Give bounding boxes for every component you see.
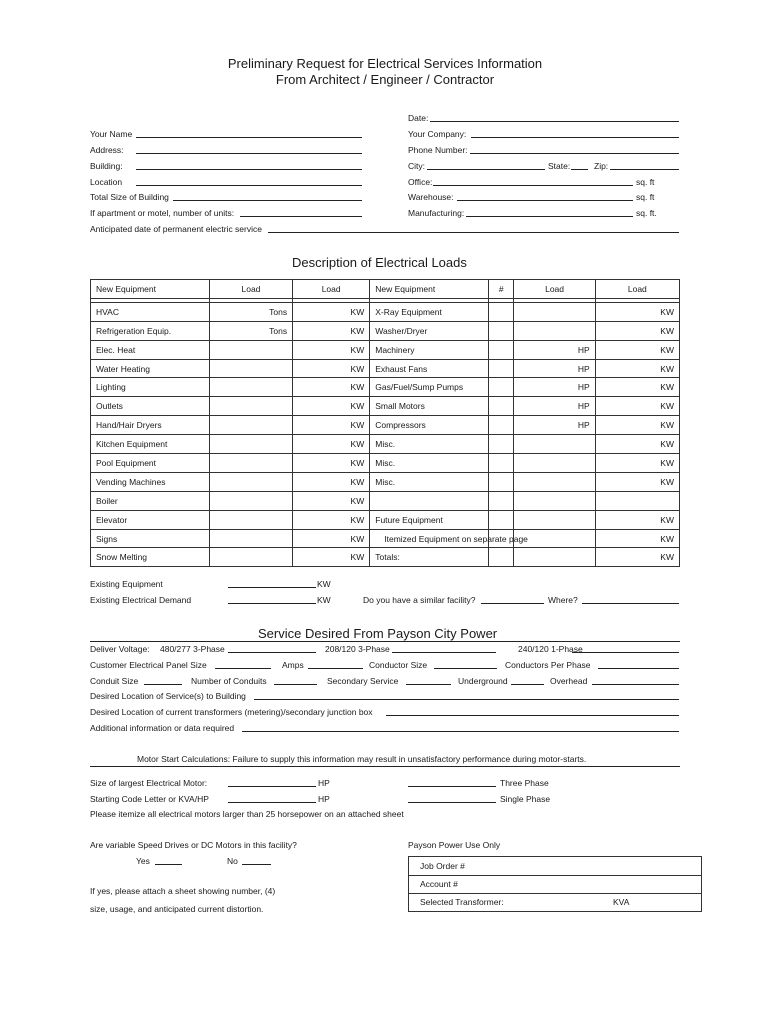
equipment-cell — [370, 491, 489, 510]
existing-equipment-kw: KW — [317, 579, 331, 589]
load-cell[interactable] — [489, 510, 514, 529]
load-cell[interactable]: KW — [293, 378, 370, 397]
load-cell[interactable] — [489, 302, 514, 321]
equipment-cell: Future Equipment — [370, 510, 489, 529]
existing-demand-label: Existing Electrical Demand — [90, 595, 192, 605]
city-field[interactable] — [427, 169, 545, 170]
company-field[interactable] — [471, 137, 679, 138]
transformer-label: Selected Transformer: — [420, 897, 504, 907]
largest-motor-label: Size of largest Electrical Motor: — [90, 778, 208, 788]
load-cell[interactable] — [489, 416, 514, 435]
form-subtitle: From Architect / Engineer / Contractor — [275, 72, 495, 87]
load-cell[interactable]: KW — [293, 472, 370, 491]
equipment-cell: Machinery — [370, 340, 489, 359]
equipment-cell: Itemized Equipment on separate page — [370, 529, 489, 548]
manufacturing-label: Manufacturing: — [408, 208, 465, 218]
underground-label: Underground — [458, 676, 508, 686]
form-title: Preliminary Request for Electrical Services Information — [227, 56, 543, 71]
table-row — [91, 378, 680, 397]
building-label: Building: — [90, 161, 123, 171]
apartment-units-field[interactable] — [240, 216, 362, 217]
equipment-cell: Refrigeration Equip. — [91, 321, 210, 340]
load-cell[interactable] — [209, 416, 292, 435]
load-cell[interactable] — [209, 397, 292, 416]
additional-info-field[interactable] — [242, 731, 679, 732]
equipment-cell: Pool Equipment — [91, 454, 210, 473]
where-field[interactable] — [582, 603, 679, 604]
existing-equipment-label: Existing Equipment — [90, 579, 163, 589]
desired-location-field[interactable] — [254, 699, 679, 700]
load-cell[interactable]: KW — [293, 302, 370, 321]
header-cell: Load — [514, 280, 595, 299]
equipment-cell: Signs — [91, 529, 210, 548]
job-order-row[interactable] — [409, 857, 701, 876]
office-use-title: Payson Power Use Only — [408, 840, 501, 850]
equipment-cell: Elec. Heat — [91, 340, 210, 359]
table-row — [91, 416, 680, 435]
header-cell: # — [489, 280, 514, 299]
equipment-cell: Vending Machines — [91, 472, 210, 491]
transformer-row[interactable] — [409, 893, 701, 911]
service-divider — [90, 641, 680, 642]
account-label: Account # — [420, 879, 458, 889]
load-cell[interactable] — [209, 472, 292, 491]
electrical-loads-table — [90, 279, 680, 567]
load-cell[interactable]: HP — [514, 416, 595, 435]
load-cell[interactable] — [514, 472, 595, 491]
largest-motor-hp: HP — [318, 778, 330, 788]
conductors-per-phase-field[interactable] — [598, 668, 679, 669]
equipment-cell: Misc. — [370, 454, 489, 473]
transformer-location-label: Desired Location of current transformers (metering)/secondary junction box — [90, 707, 373, 717]
load-cell[interactable]: Tons — [209, 302, 292, 321]
load-cell[interactable]: HP — [514, 378, 595, 397]
load-cell[interactable]: KW — [293, 454, 370, 473]
load-cell[interactable]: KW — [595, 529, 679, 548]
date-field[interactable] — [430, 121, 679, 122]
equipment-cell: Snow Melting — [91, 548, 210, 567]
equipment-cell: Kitchen Equipment — [91, 435, 210, 454]
load-cell[interactable]: KW — [595, 435, 679, 454]
single-phase-field[interactable] — [408, 802, 496, 803]
overhead-label: Overhead — [550, 676, 588, 686]
underground-field[interactable] — [511, 684, 544, 685]
equipment-cell: Boiler — [91, 491, 210, 510]
office-use-box — [408, 856, 702, 912]
load-cell[interactable]: KW — [595, 397, 679, 416]
voltage-208-field[interactable] — [392, 652, 496, 653]
load-cell[interactable]: KW — [595, 510, 679, 529]
load-cell[interactable] — [209, 529, 292, 548]
location-label: Location — [90, 177, 123, 187]
date-label: Date: — [408, 113, 429, 123]
total-size-label: Total Size of Building — [90, 192, 169, 202]
warehouse-field[interactable] — [457, 200, 633, 201]
company-label: Your Company: — [408, 129, 467, 139]
load-cell[interactable]: KW — [595, 454, 679, 473]
manufacturing-sqft-label: sq. ft. — [636, 208, 657, 218]
load-cell[interactable]: KW — [293, 435, 370, 454]
load-cell[interactable]: KW — [293, 340, 370, 359]
secondary-service-label: Secondary Service — [327, 676, 399, 686]
equipment-cell: Exhaust Fans — [370, 359, 489, 378]
load-cell[interactable]: KW — [595, 472, 679, 491]
code-letter-hp: HP — [318, 794, 330, 804]
zip-field[interactable] — [610, 169, 679, 170]
equipment-cell: Compressors — [370, 416, 489, 435]
load-cell[interactable]: KW — [595, 378, 679, 397]
equipment-cell: Outlets — [91, 397, 210, 416]
panel-size-label: Customer Electrical Panel Size — [90, 660, 207, 670]
equipment-cell: Totals: — [370, 548, 489, 567]
similar-facility-label: Do you have a similar facility? — [363, 595, 476, 605]
deliver-voltage-label: Deliver Voltage: — [90, 644, 150, 654]
overhead-field[interactable] — [592, 684, 679, 685]
anticipated-date-label: Anticipated date of permanent electric service — [90, 224, 262, 234]
load-cell[interactable]: KW — [595, 302, 679, 321]
load-cell[interactable] — [209, 491, 292, 510]
equipment-cell: X-Ray Equipment — [370, 302, 489, 321]
your-name-label: Your Name — [90, 129, 133, 139]
load-cell[interactable] — [595, 491, 679, 510]
manufacturing-field[interactable] — [466, 216, 633, 217]
load-cell[interactable]: HP — [514, 397, 595, 416]
job-order-label: Job Order # — [420, 861, 465, 871]
load-cell[interactable] — [489, 472, 514, 491]
motor-divider — [90, 766, 680, 767]
load-cell[interactable]: KW — [293, 491, 370, 510]
amps-field[interactable] — [308, 668, 363, 669]
load-cell[interactable]: KW — [595, 359, 679, 378]
table-row — [91, 529, 680, 548]
phone-field[interactable] — [470, 153, 679, 154]
panel-size-field[interactable] — [215, 668, 271, 669]
load-cell[interactable] — [514, 548, 595, 567]
equipment-cell: Misc. — [370, 472, 489, 491]
conduit-size-label: Conduit Size — [90, 676, 139, 686]
no-field[interactable] — [242, 864, 271, 865]
num-conduits-label: Number of Conduits — [191, 676, 267, 686]
existing-demand-field[interactable] — [228, 603, 316, 604]
load-cell[interactable] — [209, 510, 292, 529]
load-cell[interactable]: KW — [595, 340, 679, 359]
existing-demand-kw: KW — [317, 595, 331, 605]
equipment-cell: Lighting — [91, 378, 210, 397]
table-row — [91, 454, 680, 473]
load-cell[interactable]: KW — [293, 529, 370, 548]
load-cell[interactable] — [209, 454, 292, 473]
equipment-cell: Washer/Dryer — [370, 321, 489, 340]
code-letter-field[interactable] — [228, 802, 316, 803]
load-cell[interactable] — [514, 321, 595, 340]
header-cell: Load — [595, 280, 679, 299]
service-section-title: Service Desired From Payson City Power — [258, 626, 498, 641]
table-header-row — [91, 280, 680, 299]
header-cell: Load — [209, 280, 292, 299]
voltage-480-label: 480/277 3-Phase — [160, 644, 225, 654]
existing-equipment-field[interactable] — [228, 587, 316, 588]
conductors-per-phase-label: Conductors Per Phase — [505, 660, 591, 670]
three-phase-field[interactable] — [408, 786, 496, 787]
attach-sheet-note-2: size, usage, and anticipated current distortion. — [90, 904, 264, 914]
zip-label: Zip: — [594, 161, 609, 171]
equipment-cell: Misc. — [370, 435, 489, 454]
three-phase-label: Three Phase — [500, 778, 549, 788]
load-cell[interactable]: KW — [293, 510, 370, 529]
variable-drives-question: Are variable Speed Drives or DC Motors in this facility? — [90, 840, 297, 850]
load-cell[interactable] — [489, 378, 514, 397]
voltage-240-label: 240/120 1-Phase — [518, 644, 583, 654]
loads-section-title: Description of Electrical Loads — [292, 255, 467, 270]
code-letter-label: Starting Code Letter or KVA/HP — [90, 794, 209, 804]
load-cell[interactable] — [489, 454, 514, 473]
load-cell[interactable]: KW — [595, 548, 679, 567]
table-row — [91, 548, 680, 567]
equipment-cell: Gas/Fuel/Sump Pumps — [370, 378, 489, 397]
load-cell[interactable] — [489, 340, 514, 359]
kva-label: KVA — [613, 897, 630, 907]
apartment-units-label: If apartment or motel, number of units: — [90, 208, 235, 218]
equipment-cell: Water Heating — [91, 359, 210, 378]
load-cell[interactable]: KW — [293, 548, 370, 567]
address-label: Address: — [90, 145, 124, 155]
total-size-field[interactable] — [173, 200, 362, 201]
table-row — [91, 321, 680, 340]
voltage-480-field[interactable] — [228, 652, 316, 653]
state-field[interactable] — [571, 169, 588, 170]
attach-sheet-note-1: If yes, please attach a sheet showing number, (4) — [90, 886, 276, 896]
load-cell[interactable] — [514, 510, 595, 529]
largest-motor-field[interactable] — [228, 786, 316, 787]
load-cell[interactable]: HP — [514, 359, 595, 378]
load-cell[interactable] — [489, 359, 514, 378]
conductor-size-label: Conductor Size — [369, 660, 428, 670]
conductor-size-field[interactable] — [434, 668, 497, 669]
table-row — [91, 359, 680, 378]
equipment-cell: Elevator — [91, 510, 210, 529]
load-cell[interactable]: KW — [293, 321, 370, 340]
num-conduits-field[interactable] — [274, 684, 317, 685]
load-cell[interactable] — [209, 378, 292, 397]
warehouse-sqft-label: sq. ft — [636, 192, 655, 202]
voltage-240-field[interactable] — [572, 652, 679, 653]
header-cell: Load — [293, 280, 370, 299]
header-cell: New Equipment — [370, 280, 489, 299]
city-label: City: — [408, 161, 425, 171]
table-row — [91, 472, 680, 491]
load-cell[interactable] — [514, 491, 595, 510]
table-row — [91, 340, 680, 359]
additional-info-label: Additional information or data required — [90, 723, 235, 733]
load-cell[interactable]: KW — [595, 416, 679, 435]
load-cell[interactable] — [489, 548, 514, 567]
itemize-motors-note: Please itemize all electrical motors larger than 25 horsepower on an attached sheet — [90, 809, 404, 819]
yes-field[interactable] — [155, 864, 182, 865]
equipment-cell: Hand/Hair Dryers — [91, 416, 210, 435]
header-cell: New Equipment — [91, 280, 210, 299]
table-row — [91, 435, 680, 454]
load-cell[interactable] — [514, 454, 595, 473]
equipment-cell: Small Motors — [370, 397, 489, 416]
table-row — [91, 491, 680, 510]
load-cell[interactable]: KW — [293, 359, 370, 378]
no-label: No — [227, 856, 238, 866]
load-cell[interactable] — [209, 340, 292, 359]
voltage-208-label: 208/120 3-Phase — [325, 644, 390, 654]
amps-label: Amps — [282, 660, 304, 670]
location-field[interactable] — [136, 185, 362, 186]
load-cell[interactable] — [209, 359, 292, 378]
building-field[interactable] — [136, 169, 362, 170]
state-label: State: — [548, 161, 571, 171]
office-sqft-label: sq. ft — [636, 177, 655, 187]
address-field[interactable] — [136, 153, 362, 154]
secondary-service-field[interactable] — [406, 684, 451, 685]
where-label: Where? — [548, 595, 578, 605]
load-cell[interactable] — [514, 302, 595, 321]
similar-facility-field[interactable] — [481, 603, 544, 604]
load-cell[interactable]: KW — [595, 321, 679, 340]
office-label: Office: — [408, 177, 433, 187]
transformer-location-field[interactable] — [386, 715, 679, 716]
your-name-field[interactable] — [136, 137, 362, 138]
load-cell[interactable] — [514, 435, 595, 454]
motor-start-note: Motor Start Calculations: Failure to supply this information may result in unsatisfactory performance during motor-starts. — [137, 754, 587, 764]
conduit-size-field[interactable] — [144, 684, 182, 685]
desired-location-label: Desired Location of Service(s) to Building — [90, 691, 246, 701]
load-cell[interactable] — [489, 435, 514, 454]
equipment-cell: HVAC — [91, 302, 210, 321]
load-cell[interactable]: Tons — [209, 321, 292, 340]
warehouse-label: Warehouse: — [408, 192, 454, 202]
anticipated-date-field[interactable] — [268, 232, 679, 233]
load-cell[interactable] — [489, 321, 514, 340]
table-row — [91, 510, 680, 529]
load-cell[interactable] — [209, 435, 292, 454]
table-row — [91, 397, 680, 416]
load-cell[interactable]: KW — [293, 416, 370, 435]
table-row — [91, 302, 680, 321]
load-cell[interactable] — [209, 548, 292, 567]
load-cell[interactable] — [489, 491, 514, 510]
load-cell[interactable]: HP — [514, 340, 595, 359]
load-cell[interactable]: KW — [293, 397, 370, 416]
yes-label: Yes — [136, 856, 150, 866]
office-field[interactable] — [433, 185, 633, 186]
load-cell[interactable] — [489, 397, 514, 416]
phone-label: Phone Number: — [408, 145, 468, 155]
single-phase-label: Single Phase — [500, 794, 551, 804]
account-row[interactable] — [409, 875, 701, 894]
